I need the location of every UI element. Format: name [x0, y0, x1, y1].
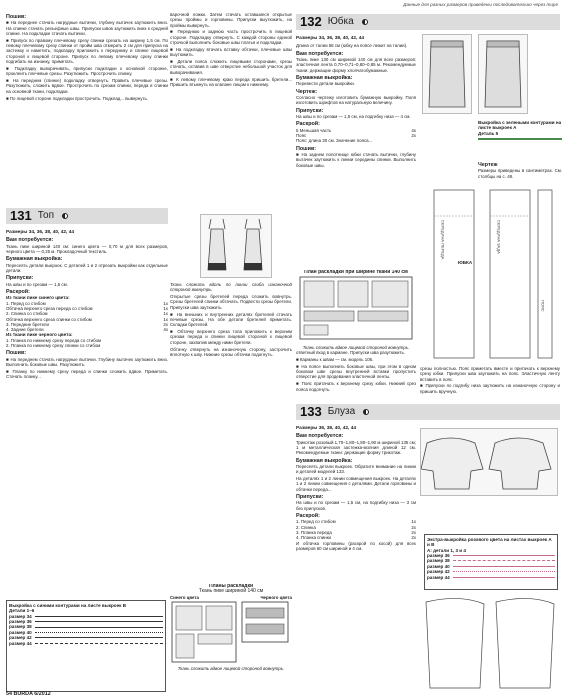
paragraph: На швы и по срезам — 1,5 см, на подгибку низа — 4 см. [296, 114, 411, 119]
paragraph: И обтачка горловины (раскрой по косой) для всех размеров 60 см шириной и 4 см. [296, 540, 416, 551]
model-number: 133 [300, 404, 322, 420]
paragraph: ■ По лицевой стороне подкладки прострочить. Подклад... вывернуть. [6, 95, 148, 101]
size-row: размер 40 [9, 630, 163, 635]
paragraph: На швы и по срезам — 1,5 см, на подгибку низа — 3 см без припусков. [296, 500, 416, 511]
size-row: размер 40 [427, 564, 555, 569]
paragraph: ■ На заднем полотнище юбки стачать вытачки, глубину вытачек заутюжить к линии середины спинки. Выполнить боковые швы. [296, 152, 416, 168]
paragraph: Перевести детали выкройки. [296, 81, 355, 87]
size-row: размер 38 [427, 558, 555, 563]
cut-list [296, 128, 416, 139]
top-illustration [200, 214, 272, 278]
paragraph: ■ Обтачку верхнего среза топа приложить к верхним срезам переда и спинки лицевой стороной к лицевой стороне, захватив между ними бретели. [170, 329, 292, 345]
blouse-pattern-pieces [420, 594, 560, 696]
list-item: 3. Передние бретели 2x [6, 321, 168, 327]
paragraph: ■ К левому плечевому краю переда пришить бретели... Пришить втыкнуть на клапане лицом к нижнему. [170, 76, 292, 87]
blouse-illustration [420, 428, 558, 496]
draft-section [478, 160, 562, 181]
box-title: Выкройка с зелеными контурами на листе выкроек А [478, 120, 562, 131]
pattern-sheet-box [6, 600, 166, 692]
plan-title: План раскладки при ширине ткани 140 см [304, 270, 408, 275]
list-item: 1. Перед со стибом 1x [296, 519, 416, 525]
heading-need: Вам потребуется: [296, 433, 344, 440]
draft-label: ПОЯС [540, 300, 546, 312]
heading-cut: Раскрой: [296, 121, 320, 128]
list-item: 4. Задние бретели 4x [6, 327, 168, 333]
size-row: размер 34 [9, 614, 163, 619]
plan-diagram [296, 275, 416, 345]
size-row: размер 38 [9, 624, 163, 629]
plan-legend: Синего цвета Черного цвета [170, 594, 292, 600]
box-title: Экстра-выкройка розового цвета на листах выкроек А и В [427, 537, 552, 548]
pattern-sheet-box-green [478, 120, 562, 140]
paragraph: Обтачку отвернуть на изнаночную сторону, застрочить вплотную к шву. Нижние срезы обтачки подогнуть. [170, 346, 292, 357]
heading-draft: Чертеж [478, 162, 498, 168]
sizes: Размеры 34, 36, 38, 40, 42, 44 [6, 230, 75, 235]
list-item: 5 Меньшая часть 4x [296, 127, 416, 133]
list-item: 2. Спинка 2x [296, 524, 416, 530]
paragraph: Трикотаж розовый 1,70–1,80–1,80–1,90 м шириной 135 см; 1 м металлическая застежка-молния длиной 12 см. Рекомендуемые ткани: держащие форму трикотаж. [296, 439, 416, 456]
paragraph: Размеры приведены в сантиметрах. См. столбцы на с. 48. [478, 168, 562, 179]
heading-allowance: Припуски: [296, 494, 324, 501]
difficulty-icon [62, 213, 68, 219]
draft-label: СЕРЕДИНА ПЕРЕДА [440, 220, 446, 260]
model-title: Блуза [327, 406, 356, 418]
heading-cut: Раскрой: [296, 513, 320, 520]
plan-caption: Ткань сложить вдвое лицевой стороной вовнутрь. [302, 345, 410, 351]
paragraph: ■ На переднее стачать нагрудные вытачки, глубину вытачек заутюжить вниз. На спинке стачать рельефные швы. Припуски швов заутюжить вниз к средней спинке. На подкладке стачать вытачки. [6, 20, 168, 36]
heading-pattern: Бумажная выкройка: [296, 74, 353, 81]
cut-blue-label: Из ткани пике синего цвета: [6, 295, 70, 301]
box-detail: Детали 1–6 [9, 608, 35, 614]
pattern-sheet-box-pink [424, 534, 558, 590]
column-right-text [420, 366, 560, 400]
list-item: Пояс 2x [296, 133, 416, 138]
box-detail: А: детали 1, 3 и 4 [427, 547, 466, 553]
size-row: размер 42 [427, 569, 555, 574]
heading-pattern: Бумажная выкройка: [296, 457, 353, 464]
box-title: Выкройка с синими контурами на листе выкроек В [9, 603, 127, 608]
paragraph: ■ Детали пояса сложить лицевыми сторонами, срезы стачать, оставив в шве отверстие небольшой участок для выворачивания. [170, 59, 292, 75]
heading-need: Вам потребуется: [296, 50, 344, 57]
skirt-draft-drawing [426, 186, 560, 362]
paragraph: Ткань пике 130 см шириной 140 см для всех размеров: эластичная лента 0,70–0,71–0,80–0,85 м. Рекомендуемые ткани: держащие форму хлопчатобумажные. [296, 57, 416, 73]
paragraph: ■ Подкладку выворачивать, припуски подкладки к основной сторонке, проклеить плечевые срезы. Разутюжить. Прострочить спинку. [6, 65, 168, 77]
column-blouse [296, 424, 416, 696]
paragraph: Длина от талии 58 см (юбку на поясе лежит на талии). [296, 43, 408, 49]
paragraph: ■ На поясе выполнить боковые швы, при этом в одном боковом шве срезы внутренней вставки пропустить отверстие для продевания эластичной ленты. [296, 363, 416, 380]
paragraph: Пересеять детали выкроек. Обратите внимание на линии и деталей моделей 133. [296, 464, 416, 475]
sizes: Размеры 36, 38, 40, 42, 44 [296, 426, 357, 431]
model-number: 132 [300, 14, 322, 30]
size-row: размер 42 [9, 635, 163, 640]
column-mid-top [170, 12, 292, 208]
cut-list [6, 301, 168, 333]
paragraph: варочной ложки. Затем стачать оставшиеся открытые срезы проймы и горловины. Припуски выутюжить, на проймы вывернуть. [170, 12, 292, 28]
column-skirt-cont [296, 350, 416, 400]
paragraph: Согласно чертежу изготовить бумажную выкройку. Поля изготовить шрифтов на натуральную величину. [296, 95, 416, 106]
plan-diagram [170, 600, 292, 666]
heading-allowance: Припуски: [6, 275, 34, 282]
green-contour-line [478, 138, 562, 140]
list-item: 3. Планка переда 2x [296, 530, 416, 536]
paragraph: ■ Припуск по правому плечевому срезу спинки срезать на ширину 1,5 см. По левому плечевому срезу спинки от пройм шва отмерить 2 см для припуска на застежку и наметить, подкладку приложить к переднему и спинке лицевой стороной к лицевой стороне. Припуск по левому плечевому срезу спинки подгибать на изнанку, приметать. [6, 37, 168, 65]
list-item: 1. Планка по нижнему срезу переда со стибом [6, 337, 102, 343]
difficulty-icon [363, 409, 369, 415]
difficulty-icon [362, 19, 368, 25]
paragraph: ■ Переднюю и заднюю часть прострочить в лицевой стороне. Подкладку отвернуть. С каждой стороны единой строчкой выполнить боковые швы платья и подкладки. [170, 29, 292, 46]
size-row: размер 44 [9, 641, 163, 646]
page-footer: 54 BURDA 6/2012 [6, 690, 51, 697]
heading-cut: Раскрой: [6, 289, 30, 295]
list-item: Обтачка верхнего среза переда со стибом 1x [6, 306, 168, 311]
paragraph: На швы и по срезам — 1,5 см. [6, 281, 68, 287]
size-row: размер 44 [427, 574, 555, 579]
paragraph: ■ На подкладку втачать вставку обтачки, плечевые швы выутюжить. [170, 46, 292, 58]
column-left-131 [6, 228, 168, 578]
sizes: Размеры 34, 36, 38, 40, 42, 44 [296, 36, 365, 41]
list-item: 2. Планка по нижнему срезу спинки со стибом [6, 343, 101, 349]
paragraph: срезы полностью. Пояс приметать вместе и притачать к верхнему срезу юбки. Припуски шва заутюжить на пояс. Эластичную ленту вставить в пояс. [420, 366, 560, 382]
paragraph: Открытые срезы бретелей переда сложить вовнутрь. Срезы бретелей спинки обтачать. Подвести срезы бретели. Припуски шва заутюжить. [170, 294, 292, 310]
heading-poshiv: Пошив: [6, 14, 27, 20]
column-skirt [296, 34, 416, 266]
paragraph: Ткань пике шириной 140 см: синего цвета — 0,70 м для всех размеров, черного цвета — 0,25 м. Прокладочный текстиль. [6, 243, 168, 254]
cut-list [296, 519, 416, 540]
model-title: Топ [37, 210, 55, 222]
paragraph: ■ Припуски по подгибу низа заутюжить на изнаночную сторону и пришить вручную. [420, 383, 560, 394]
heading-need: Вам потребуется: [6, 237, 54, 244]
paragraph: Пересеять детали выкроек. С деталей 1 и 2 отрезать выкройки как отдельные детали. [6, 262, 168, 273]
plan-heading: Планы раскладки [208, 584, 254, 589]
layout-plan-131 [170, 584, 292, 671]
heading-allowance: Припуски: [296, 107, 324, 114]
paragraph: ■ На переднем (спинке) подкладку отвернуть. Править плечевые срезы. Разутюжить, сложить вдвое. Прострочить по срезам спинки, переда и спинки на основной ткани, подкладки. [6, 78, 168, 94]
plan-caption: Ткань сложить вдвое лицевой стороной вовнутрь. [177, 665, 285, 671]
banner-model-133 [296, 404, 560, 420]
skirt-illustration [422, 34, 472, 114]
skirt-back-illustration [478, 34, 528, 114]
banner-model-132 [296, 14, 560, 30]
size-row: размер 36 [9, 619, 163, 624]
cut-black-label: Из ткани пике черного цвета: [6, 332, 73, 338]
paragraph: ■ На переднем стачать нагрудные вытачки. Глубину вытачек заутюжить вниз. Выполнить боковые швы. Разутюжить. [6, 356, 168, 368]
model-title: Юбка [327, 16, 354, 28]
column-mid-bottom [170, 282, 292, 562]
paragraph: ответный вход в кармане. Припуски шва разутюжить. [296, 350, 406, 355]
header-note: Данные для разных размеров приведены последовательно через тире [403, 2, 558, 7]
paragraph: ■ Карманы к швам — см. модель 106. [296, 356, 374, 362]
paragraph: ■ На внешних и внутренних деталях бретелей стачать печевые срезы. На обе детали бретелей приметать. Складки бретелей. [170, 311, 292, 328]
size-row: размер 36 [427, 553, 555, 558]
paragraph: ■ Планку по нижнему срезу переда и спинки сложить вдвое. Приметать. Стачать планку... [6, 368, 168, 380]
list-item: 2. Спинка со стибом 1x [6, 311, 168, 317]
banner-model-131 [6, 208, 168, 224]
column-left [6, 12, 168, 103]
draft-label: ЮБКА [458, 260, 473, 265]
heading-poshiv: Пошив: [296, 145, 317, 152]
box-detail: Деталь 5 [478, 130, 499, 136]
model-number: 131 [10, 208, 32, 224]
layout-plan-132 [296, 270, 416, 351]
heading-pattern: Бумажная выкройка: [6, 256, 63, 263]
plan-title: Ткань пике шириной 140 см [198, 588, 264, 595]
list-item: 4. Планка спинки 2x [296, 535, 416, 541]
draft-label: СЕРЕДИНА ЗАДА [496, 220, 502, 254]
paragraph: Ткань сложить вдоль по линии сгиба изнаночной стороной вовнутрь. [170, 282, 292, 293]
paragraph: ■ Пояс притачать к верхнему срезу юбки. Нижний срез пояса подогнуть. [296, 381, 416, 392]
heading-draft: Чертеж: [296, 88, 318, 95]
list-item: Обтачка верхнего среза спинки со стибом 1x [6, 316, 168, 322]
paragraph: На деталях 1 и 2 линии совмещения выкроек. На деталях 1 и 2 линии совмещения с деталями. Детали горловины и обтачки переда... [296, 476, 416, 492]
paragraph: Пояс: длина 30 см. Значение пояса... [296, 138, 373, 144]
list-item: 1. Перед со стибом 1x [6, 300, 168, 306]
heading-poshiv: Пошив: [6, 350, 27, 357]
